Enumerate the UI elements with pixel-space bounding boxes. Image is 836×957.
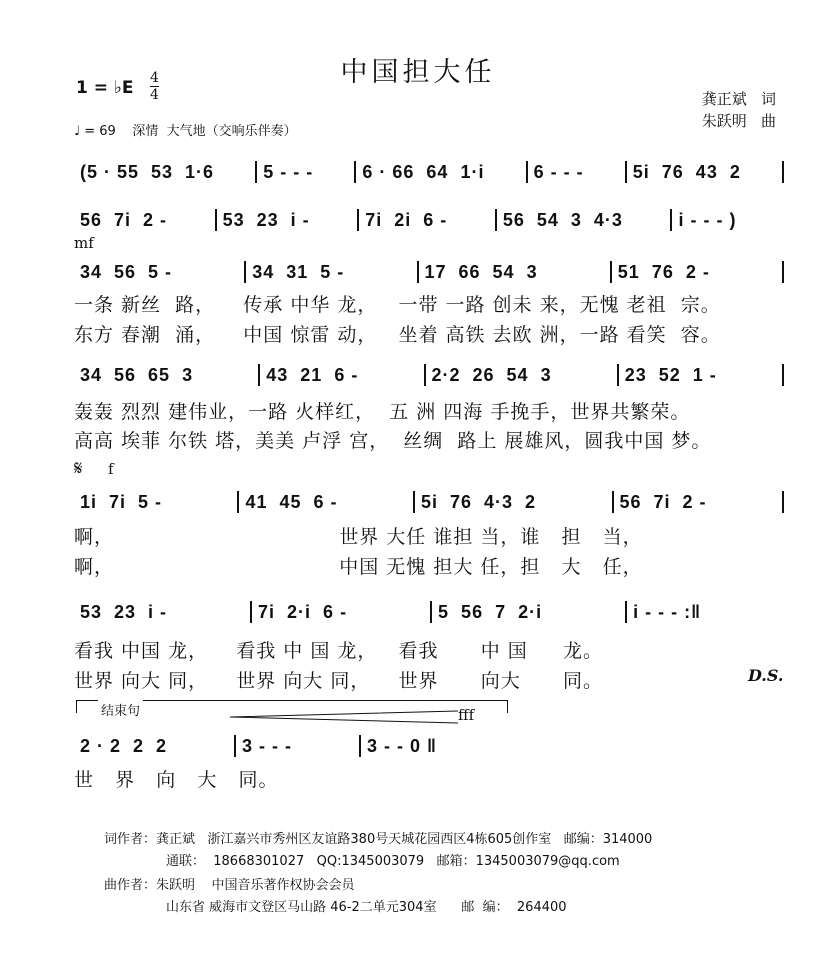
notation-line-1 [74, 160, 784, 184]
bar-line [782, 161, 784, 183]
notation-line-4 [74, 363, 784, 387]
dynamic-fff: fff [458, 706, 475, 724]
time-bottom: 4 [150, 87, 159, 103]
measure: 6 - - - [533, 161, 584, 182]
lyrics-verse2: 东方 春潮 涌， 中国 惊雷 动， 坐着 高铁 去欧 洲，一路 看笑 容。 [74, 324, 721, 346]
measure: 53 23 i - [222, 209, 310, 230]
measure: 23 52 1 - [624, 364, 717, 385]
ending-label: 结束句 [98, 700, 143, 719]
notation-line-3 [74, 260, 784, 284]
time-top: 4 [150, 70, 159, 86]
lyrics-verse2: 世界 向大 同， 世界 向大 同， 世界 向大 同。 [74, 670, 603, 692]
composer-credit: 朱跃明 曲 [701, 112, 776, 130]
measure: 5i 76 43 2 [632, 161, 741, 182]
dynamic-mf: mf [74, 234, 94, 252]
song-title: 中国担大任 [340, 57, 496, 88]
composer-address: 山东省 威海市文登区马山路 46-2二单元304室 邮 编： 264400 [166, 900, 567, 915]
notation-line-6 [74, 600, 784, 624]
lyrics-verse1: 看我 中国 龙， 看我 中 国 龙， 看我 中 国 龙。 [74, 640, 603, 662]
segno-sign: 𝄋 [74, 456, 83, 480]
measure: 43 21 6 - [266, 364, 359, 385]
measure: 56 54 3 4·3 [502, 209, 623, 230]
da-segno-mark: D.S. [748, 666, 784, 685]
lyricist-credit: 龚正斌 词 [701, 90, 776, 108]
measure: 1i 7i 5 - [80, 491, 163, 512]
measure: 17 66 54 3 [424, 261, 538, 282]
lyricist-contact: 通联： 18668301027 QQ:1345003079 邮箱：1345003079@qq.com [166, 854, 620, 869]
notation-line-7 [74, 734, 504, 758]
measure: 51 76 2 - [617, 261, 710, 282]
bar-line [782, 491, 784, 513]
measure: 6 · 66 64 1·i [362, 161, 485, 182]
measure: 41 45 6 - [245, 491, 338, 512]
measure: 2·2 26 54 3 [431, 364, 552, 385]
measure: 2 · 2 2 2 [80, 735, 168, 756]
tempo-marking: ♩ = 69 深情 大气地（交响乐伴奏） [74, 124, 297, 139]
lyrics-verse1: 一条 新丝 路， 传承 中华 龙， 一带 一路 创未 来，无愧 老祖 宗。 [74, 294, 721, 316]
measure: 5i 76 4·3 2 [420, 491, 537, 512]
measure: 34 31 5 - [252, 261, 345, 282]
lyrics-verse2: 啊， 中国 无愧 担大 任，担 大 任， [74, 556, 643, 578]
time-signature [150, 70, 159, 103]
crescendo-hairpin [230, 710, 460, 724]
lyrics-verse1: 轰轰 烈烈 建伟业，一路 火样红， 五 洲 四海 手挽手，世界共繁荣。 [74, 401, 691, 423]
lyrics-verse1: 啊， 世界 大任 谁担 当，谁 担 当， [74, 526, 643, 548]
bar-line [782, 364, 784, 386]
notation-line-2 [74, 208, 784, 232]
notation-line-5 [74, 490, 784, 514]
dynamic-f: f [108, 460, 114, 478]
measure: 34 56 5 - [80, 261, 173, 282]
bar-line [782, 261, 784, 283]
measure: 5 56 7 2·i [438, 601, 543, 622]
measure: i - - - :‖ [633, 601, 702, 622]
measure: i - - - ) [678, 209, 737, 230]
lyrics-verse2: 高高 埃菲 尔铁 塔，美美 卢浮 宫， 丝绸 路上 展雄风，圆我中国 梦。 [74, 430, 712, 452]
measure: 56 7i 2 - [80, 209, 168, 230]
key-signature: 1 = ♭E [76, 78, 134, 98]
measure: 5 - - - [263, 161, 314, 182]
measure: 3 - - - [242, 735, 293, 756]
measure: 34 56 65 3 [80, 364, 194, 385]
lyricist-info: 词作者：龚正斌 浙江嘉兴市秀州区友谊路380号天城花园西区4栋605创作室 邮编：314000 [104, 832, 653, 847]
composer-info: 曲作者：朱跃明 中国音乐著作权协会会员 [104, 878, 355, 893]
measure: 56 7i 2 - [619, 491, 707, 512]
measure: 3 - - 0 ‖ [367, 735, 437, 756]
measure: 7i 2i 6 - [365, 209, 448, 230]
measure: 53 23 i - [80, 601, 168, 622]
measure: (5 · 55 53 1·6 [80, 161, 215, 182]
lyrics-ending: 世 界 向 大 同。 [74, 769, 279, 791]
measure: 7i 2·i 6 - [258, 601, 348, 622]
